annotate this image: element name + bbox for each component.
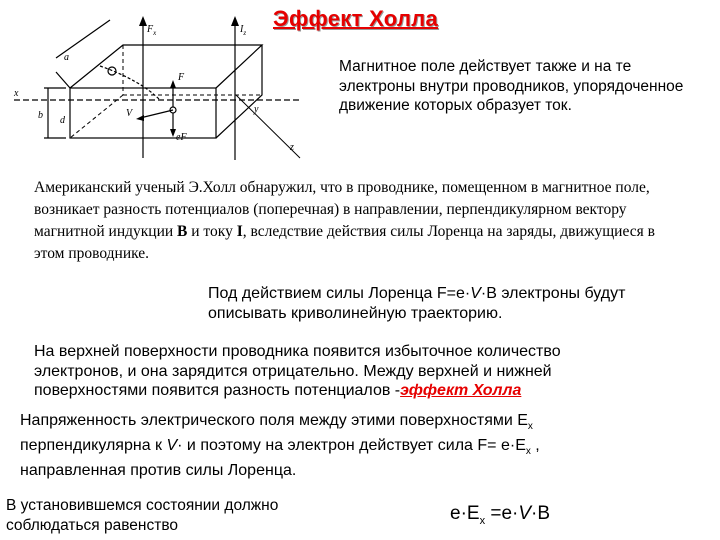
velocity-arrow — [140, 110, 173, 118]
symbol-b: B — [177, 223, 188, 240]
label-b: b — [38, 110, 43, 121]
label-f: F — [178, 72, 185, 83]
upper-surface-paragraph: На верхней поверхности проводника появится избыточное количество электронов, и она зарядится отрицательно. Между верхней и нижней поверхностями появится разность потенциалов -эффект Холла — [34, 343, 561, 399]
label-z: z — [290, 142, 294, 153]
hall-discovery-paragraph: Американский ученый Э.Холл обнаружил, что в проводнике, помещенном в магнитное поле, возникает разность потенциалов (поперечная) в направлении, перпендикулярном вектору магнитной индукции B и току I, вследствие действия силы Лоренца на заряды, движущиеся в этом проводнике. — [34, 179, 655, 262]
lorentz-paragraph: Под действием силы Лоренца F=e·V·B электроны будут описывать криволинейную траекторию. — [208, 285, 626, 322]
svg-text:Iz: $I_z$ — [240, 24, 247, 37]
label-iz: I — [240, 24, 244, 35]
page-title: Эффект Холла — [273, 6, 439, 31]
box-top-face — [70, 45, 262, 88]
electric-field-paragraph: Напряженность электрического поля между этими поверхностями $E_x$ перпендикулярна к V· и поэтому на электрон действует сила $F= e\cdot E_x$ , направленная против силы Лоренца. — [20, 412, 540, 479]
box-hidden-edges — [70, 45, 262, 138]
svg-text:Fx: $F_x$ — [147, 24, 157, 37]
label-x: x — [14, 88, 19, 99]
label-ef: eF — [176, 132, 187, 143]
intro-text: Магнитное поле действует также и на те электроны внутри проводников, упорядоченное движение которых образует ток. — [339, 58, 684, 114]
symbol-i: I — [236, 223, 243, 240]
label-a: a — [64, 52, 69, 63]
hall-effect-term: эффект Холла — [400, 382, 522, 399]
box-right-face — [216, 45, 262, 138]
label-d: d — [60, 115, 65, 126]
steady-state-text: В установившемся состоянии должно соблюдаться равенство — [6, 497, 279, 534]
label-v: V — [126, 108, 133, 119]
label-y: y — [254, 104, 259, 115]
equilibrium-equation: $e\cdot E_x =e\cdot V\cdot B$ — [450, 503, 551, 527]
label-fx: F — [147, 24, 154, 35]
